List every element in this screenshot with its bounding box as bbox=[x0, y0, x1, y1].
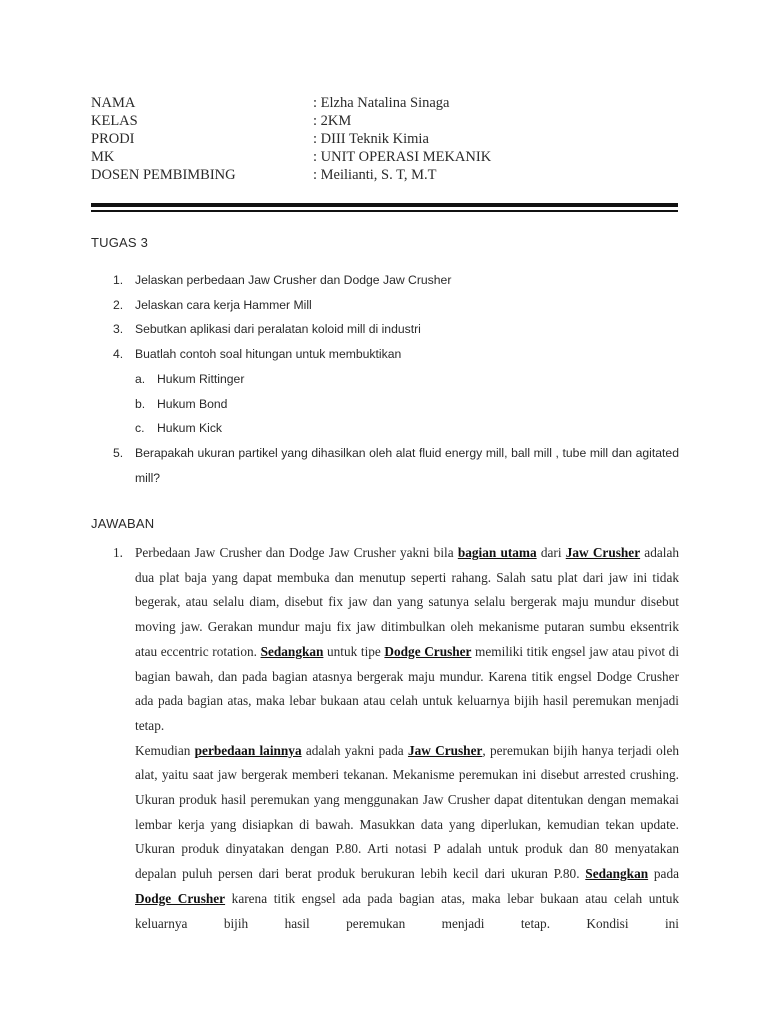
question-number: 4. bbox=[113, 347, 124, 362]
question-item bbox=[91, 317, 679, 342]
info-row-mk bbox=[91, 148, 491, 166]
question-number: 3. bbox=[113, 322, 124, 337]
info-value: : 2KM bbox=[313, 113, 352, 129]
emphasis-term: bagian utama bbox=[457, 545, 537, 560]
question-text: Berapakah ukuran partikel yang dihasilkan oleh alat fluid energy mill, ball mill , tube mill dan agitated mill? bbox=[135, 445, 679, 485]
question-text: Jelaskan cara kerja Hammer Mill bbox=[135, 297, 312, 312]
answer-text: Perbedaan Jaw Crusher dan Dodge Jaw Crusher yakni bila bbox=[135, 545, 458, 560]
info-label: DOSEN PEMBIMBING bbox=[91, 167, 236, 183]
tugas-heading: TUGAS 3 bbox=[91, 235, 149, 250]
emphasis-term: perbedaan lainnya bbox=[194, 742, 302, 758]
emphasis-term: Sedangkan bbox=[260, 643, 324, 659]
question-item bbox=[91, 268, 679, 293]
info-row-kelas bbox=[91, 112, 491, 130]
question-text: Buatlah contoh soal hitungan untuk membuktikan bbox=[135, 347, 402, 362]
sub-question-item bbox=[91, 367, 679, 392]
question-number: 1. bbox=[113, 273, 124, 287]
info-row-nama bbox=[91, 94, 491, 112]
question-text: Jelaskan perbedaan Jaw Crusher dan Dodge Jaw Crusher bbox=[135, 273, 452, 287]
student-info bbox=[91, 94, 491, 184]
sub-question-item bbox=[91, 392, 679, 417]
answer-text: adalah yakni pada bbox=[301, 742, 408, 758]
answer-1 bbox=[113, 541, 680, 936]
info-label: PRODI bbox=[91, 131, 135, 147]
jawaban-heading: JAWABAN bbox=[91, 516, 155, 531]
question-text: Sebutkan aplikasi dari peralatan koloid mill di industri bbox=[135, 322, 421, 337]
question-number: 5. bbox=[113, 445, 124, 460]
answer-text: pada bbox=[648, 866, 679, 882]
emphasis-term: Dodge Crusher bbox=[384, 643, 472, 659]
info-value: : Elzha Natalina Sinaga bbox=[313, 95, 450, 111]
sub-question-text: Hukum Kick bbox=[157, 421, 223, 436]
sub-question-letter: b. bbox=[135, 396, 146, 411]
question-item bbox=[91, 342, 679, 367]
question-item bbox=[91, 293, 679, 318]
answer-text: memiliki titik engsel jaw atau pivot di bagian bawah, dan pada bagian atasnya bergerak maju mundur. Karena titik engsel Dodge Crusher ada pada bagian atas, maka lebar bukaan atau celah untuk keluarnya bijih hasil peremukan menjadi tetap. bbox=[135, 643, 680, 733]
sub-question-letter: a. bbox=[135, 371, 146, 386]
question-item bbox=[91, 441, 679, 490]
question-list bbox=[91, 268, 679, 490]
emphasis-term: Sedangkan bbox=[585, 866, 649, 882]
answer-text: untuk tipe bbox=[323, 643, 385, 659]
sub-question-letter: c. bbox=[135, 421, 145, 436]
info-value: : DIII Teknik Kimia bbox=[313, 131, 429, 147]
emphasis-term: Jaw Crusher bbox=[565, 545, 641, 560]
answer-text: karena titik engsel ada pada bagian atas, maka lebar bukaan atau celah untuk keluarnya bijih hasil peremukan menjadi tetap. Kondisi ini bbox=[135, 890, 679, 931]
sub-question-item bbox=[91, 416, 679, 441]
answer-paragraph-1 bbox=[135, 541, 679, 739]
answer-text: , peremukan bijih hanya terjadi oleh alat, yaitu saat jaw bergerak memberi tekanan. Mekanisme peremukan ini disebut arrested crushing. Ukuran produk hasil peremukan yang menggunakan Jaw Crusher dapat ditentukan dengan memakai lembar kerja yang disiapkan di bawah. Masukkan data yang diperlukan, kemudian tekan update. Ukuran produk dinyatakan dengan P.80. Arti notasi P adalah untuk produk dan 80 menyatakan depalan puluh persen dari berat produk berukuran lebih kecil dari ukuran P.80. bbox=[135, 742, 680, 882]
answer-number: 1. bbox=[113, 545, 123, 560]
info-value: : Meilianti, S. T, M.T bbox=[313, 167, 437, 183]
info-value: : UNIT OPERASI MEKANIK bbox=[313, 149, 492, 165]
answer-paragraph-2 bbox=[135, 739, 679, 937]
header-divider-thin bbox=[91, 210, 678, 212]
info-row-prodi bbox=[91, 130, 491, 148]
emphasis-term: Jaw Crusher bbox=[407, 742, 483, 758]
info-row-dosen bbox=[91, 166, 491, 184]
sub-question-text: Hukum Rittinger bbox=[157, 371, 245, 386]
header-divider-thick bbox=[91, 203, 678, 207]
answer-text: Kemudian bbox=[135, 742, 195, 758]
info-label: NAMA bbox=[91, 95, 136, 111]
answer-text: adalah dua plat baja yang dapat membuka dan menutup seperti rahang. Salah satu plat dari jaw ini tidak begerak, atau selalu diam, disebut fix jaw dan yang satunya selalu bergerak maju mundur disebut moving jaw. Gerakan mundur maju fix jaw ditimbulkan oleh mekanisme putaran sumbu eksentrik atau eccentric rotation. bbox=[135, 545, 680, 659]
sub-question-text: Hukum Bond bbox=[157, 396, 228, 411]
info-label: MK bbox=[91, 149, 115, 165]
question-number: 2. bbox=[113, 297, 124, 312]
info-label: KELAS bbox=[91, 113, 138, 129]
answer-text: dari bbox=[536, 545, 566, 560]
emphasis-term: Dodge Crusher bbox=[135, 890, 226, 906]
